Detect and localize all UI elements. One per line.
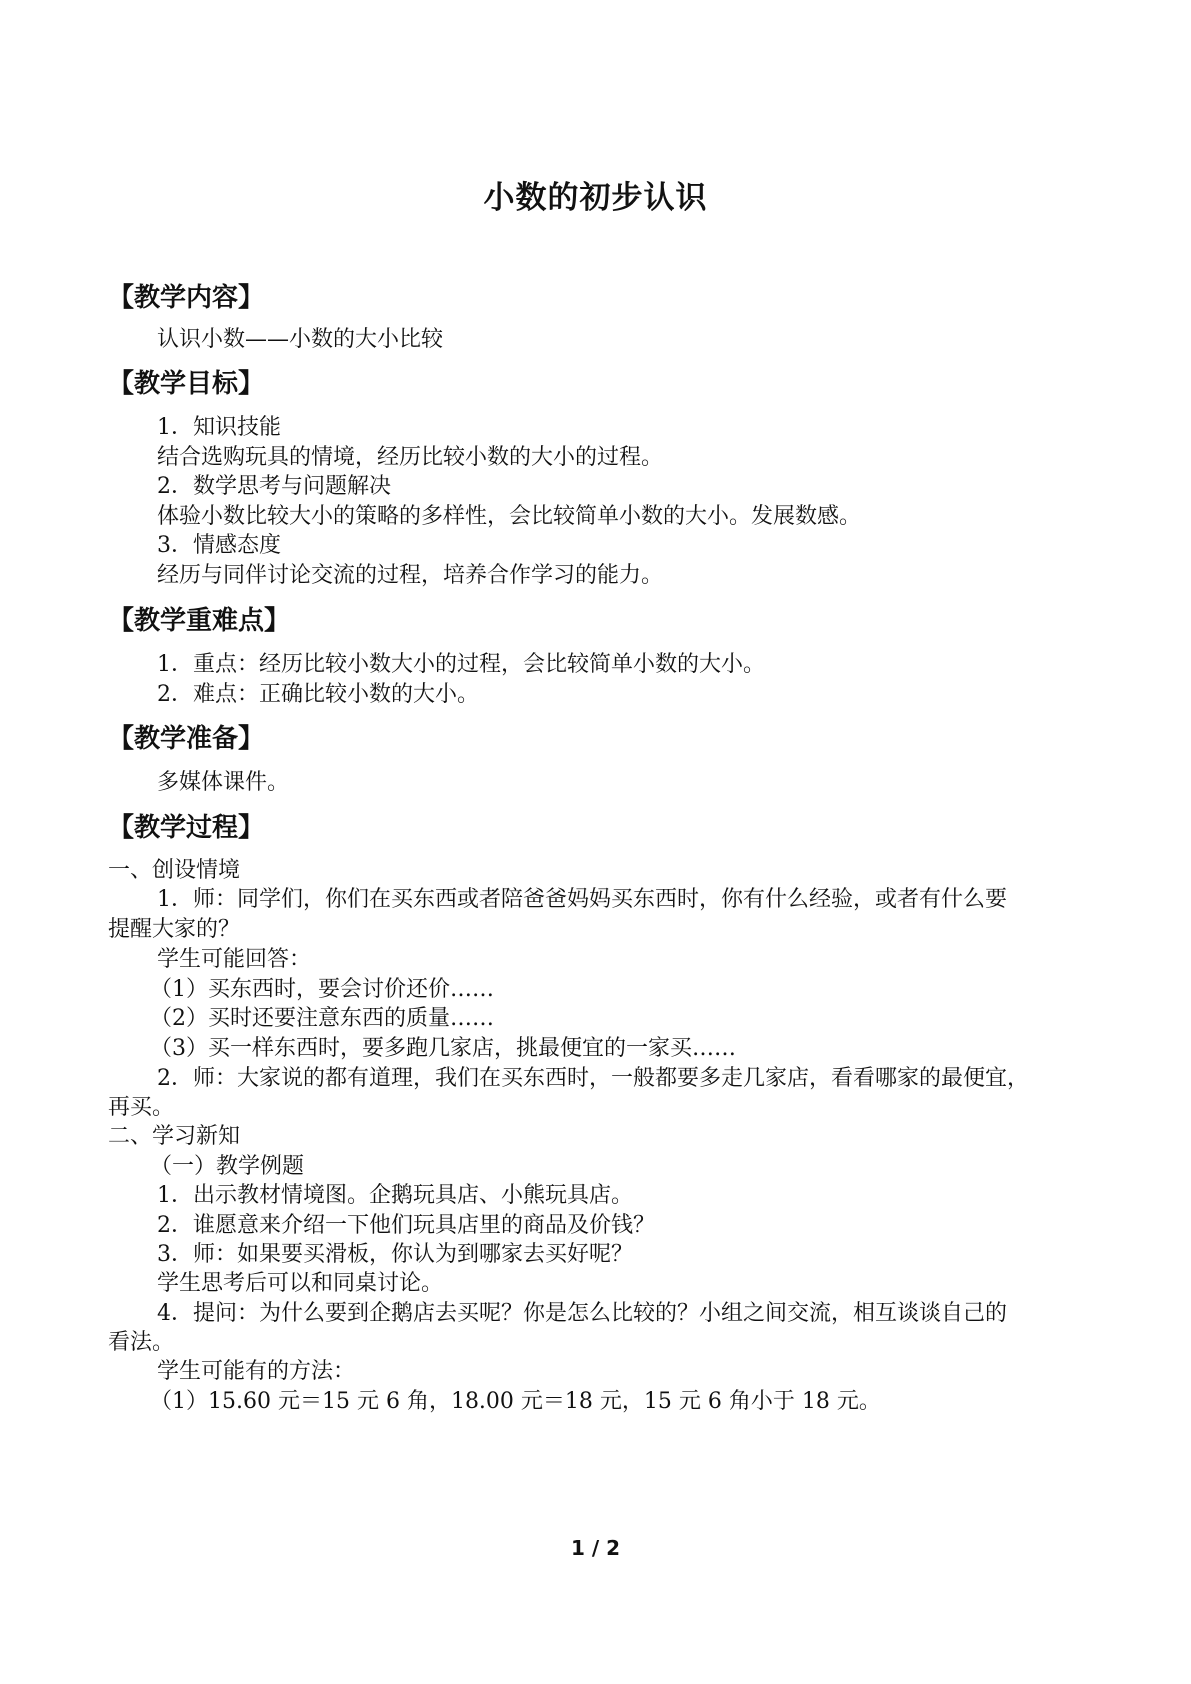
section-heading-process: 【教学过程】 — [108, 813, 265, 843]
process-line: （一）教学例题 — [150, 1154, 305, 1179]
page-number: 1 / 2 — [570, 1536, 621, 1560]
process-line: （1）15.60 元＝15 元 6 角，18.00 元＝18 元，15 元 6 角小于 18 元。 — [150, 1389, 881, 1414]
goals-line: 2．数学思考与问题解决 — [157, 474, 391, 499]
process-line: 2．谁愿意来介绍一下他们玩具店里的商品及价钱？ — [157, 1213, 655, 1238]
process-line: 再买。 — [108, 1095, 175, 1120]
process-line: 1．出示教材情境图。企鹅玩具店、小熊玩具店。 — [157, 1183, 633, 1208]
document-title: 小数的初步认识 — [483, 180, 708, 216]
process-line: 二、学习新知 — [108, 1124, 241, 1149]
section-heading-preparation: 【教学准备】 — [108, 724, 265, 754]
process-line: 提醒大家的？ — [108, 917, 241, 942]
key-points-line: 2．难点：正确比较小数的大小。 — [157, 682, 479, 707]
process-line: 2．师：大家说的都有道理，我们在买东西时，一般都要多走几家店，看看哪家的最便宜， — [157, 1066, 1030, 1091]
goals-line: 1．知识技能 — [157, 415, 281, 440]
process-line: 4．提问：为什么要到企鹅店去买呢？你是怎么比较的？小组之间交流，相互谈谈自己的 — [157, 1301, 1007, 1326]
process-line: 学生可能有的方法： — [157, 1359, 356, 1384]
process-line: 学生可能回答： — [157, 947, 312, 972]
process-line: 学生思考后可以和同桌讨论。 — [157, 1271, 444, 1296]
content-text: 认识小数——小数的大小比较 — [157, 327, 444, 352]
process-line: 看法。 — [108, 1330, 175, 1355]
goals-line: 体验小数比较大小的策略的多样性，会比较简单小数的大小。发展数感。 — [157, 504, 862, 529]
process-line: 1．师：同学们，你们在买东西或者陪爸爸妈妈买东西时，你有什么经验，或者有什么要 — [157, 887, 1007, 912]
section-heading-key-points: 【教学重难点】 — [108, 606, 291, 636]
section-heading-content: 【教学内容】 — [108, 283, 265, 313]
goals-line: 结合选购玩具的情境，经历比较小数的大小的过程。 — [157, 445, 664, 470]
section-heading-goals: 【教学目标】 — [108, 369, 265, 399]
process-line: 3．师：如果要买滑板，你认为到哪家去买好呢？ — [157, 1242, 633, 1267]
process-line: （2）买时还要注意东西的质量…… — [150, 1006, 494, 1031]
goals-line: 3．情感态度 — [157, 533, 281, 558]
preparation-text: 多媒体课件。 — [157, 770, 290, 795]
process-line: （1）买东西时，要会讨价还价…… — [150, 977, 494, 1002]
process-line: （3）买一样东西时，要多跑几家店，挑最便宜的一家买…… — [150, 1036, 736, 1061]
process-line: 一、创设情境 — [108, 858, 241, 883]
key-points-line: 1．重点：经历比较小数大小的过程，会比较简单小数的大小。 — [157, 652, 765, 677]
goals-line: 经历与同伴讨论交流的过程，培养合作学习的能力。 — [157, 563, 664, 588]
